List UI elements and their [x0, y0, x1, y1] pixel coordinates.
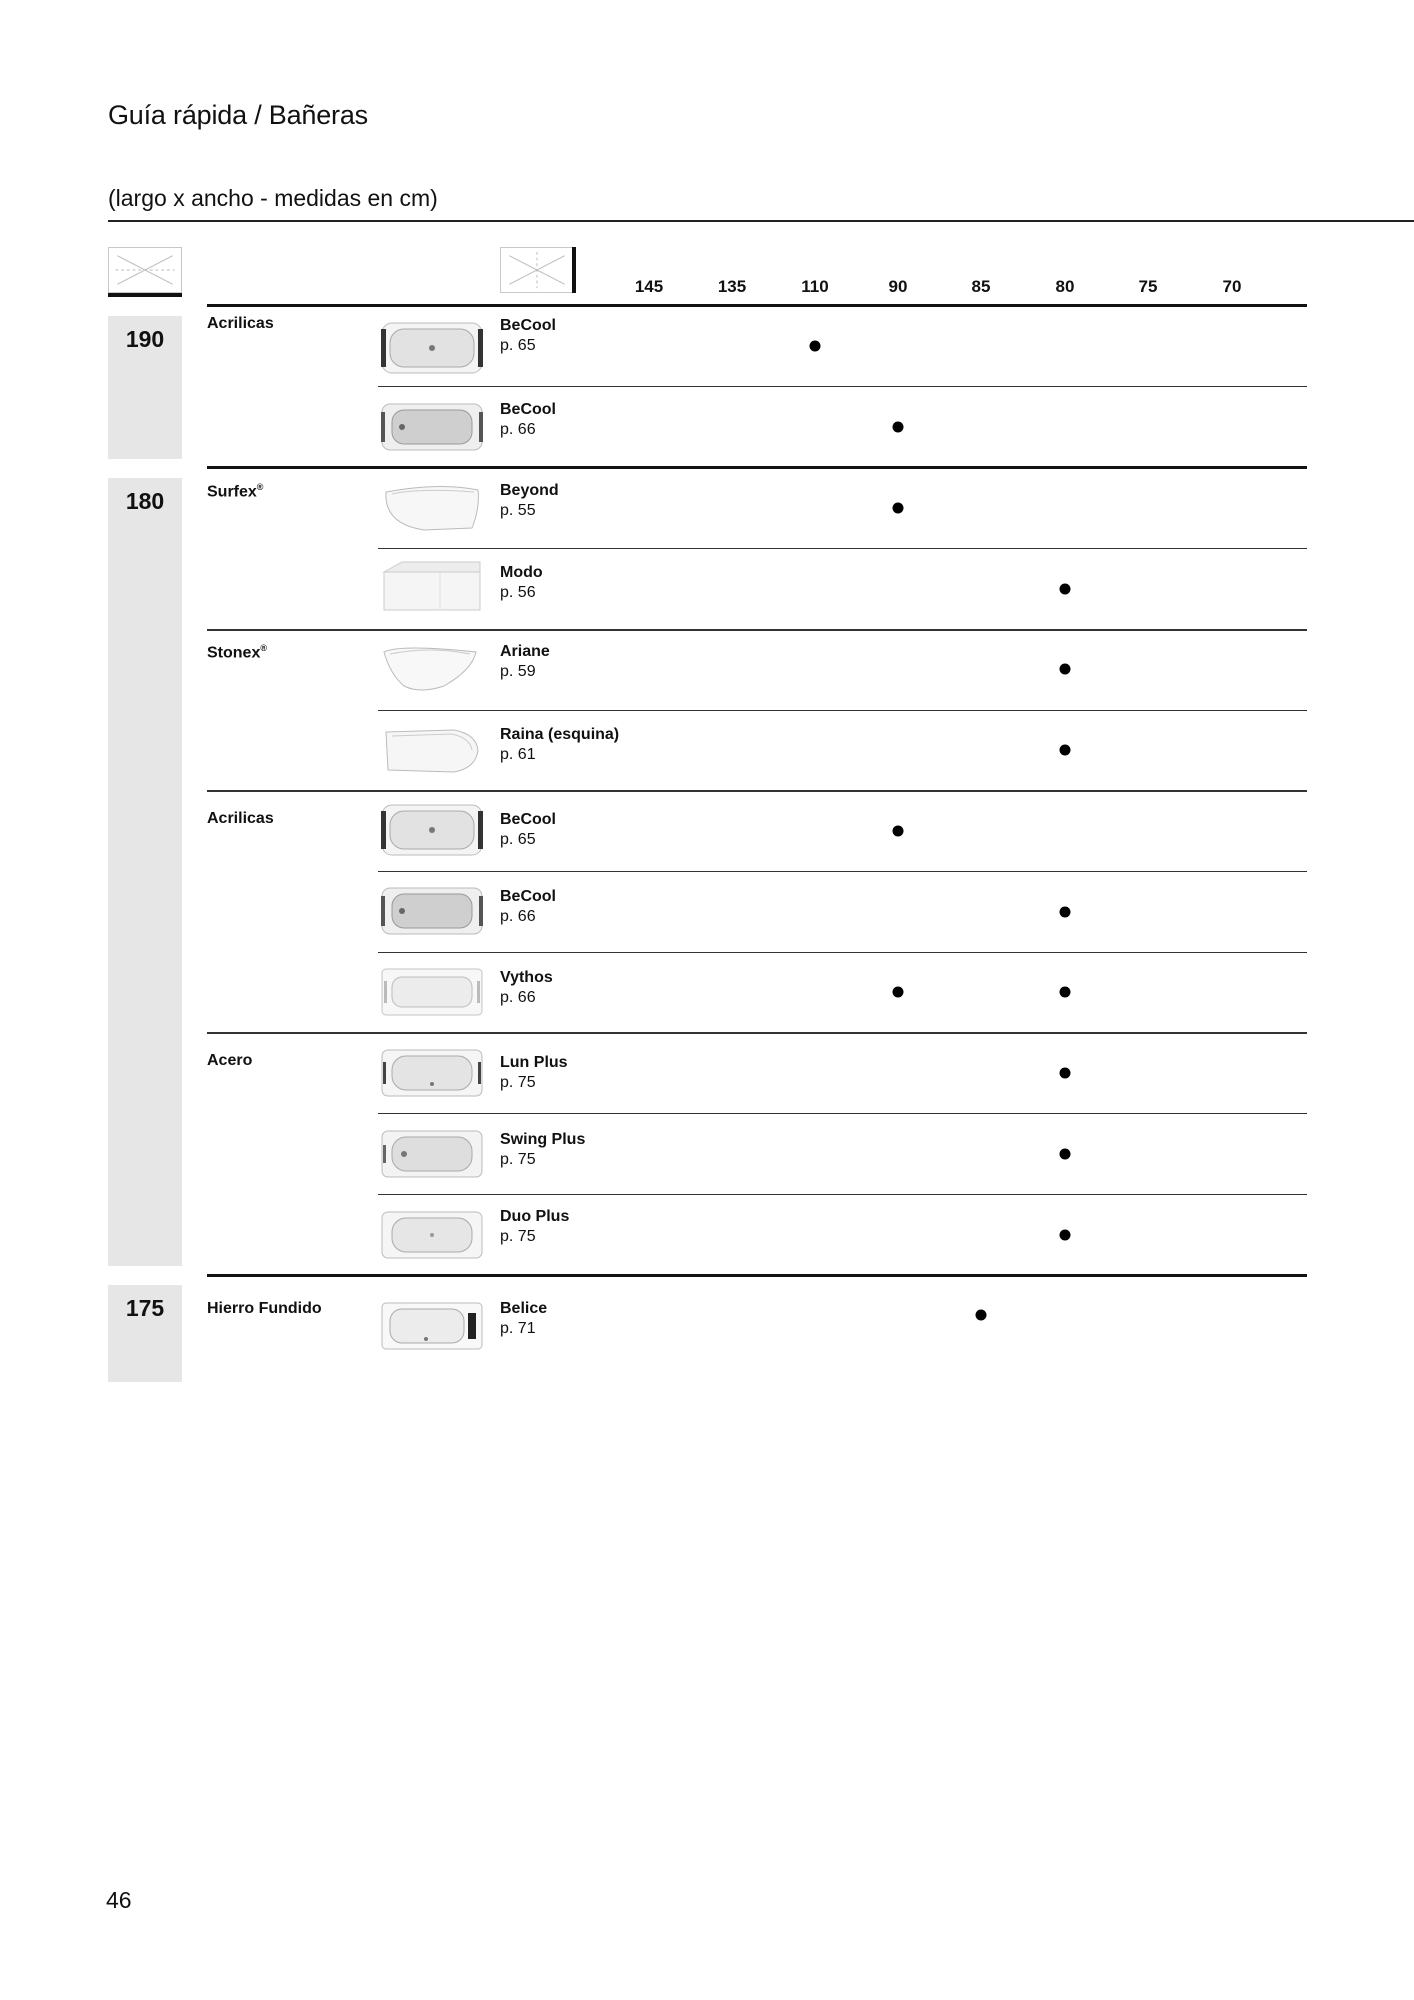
bathtub-thumbnail: [380, 319, 484, 377]
product-name: Swing Plus: [500, 1131, 586, 1148]
availability-dot: [976, 1310, 987, 1321]
length-group-rule: [207, 1274, 1307, 1277]
bathtub-thumbnail: [380, 398, 484, 456]
length-block-180: [108, 478, 182, 1266]
product-page-ref: p. 66: [500, 421, 536, 438]
row-separator: [378, 1194, 1307, 1195]
product-name: BeCool: [500, 317, 556, 334]
product-page-ref: p. 59: [500, 663, 536, 680]
material-group-rule: [207, 629, 1307, 631]
length-label-175: 175: [125, 1295, 165, 1321]
product-page-ref: p. 71: [500, 1320, 536, 1337]
bathtub-thumbnail: [380, 963, 484, 1021]
length-label-180: 180: [125, 488, 165, 514]
page-subtitle: (largo x ancho - medidas en cm): [108, 185, 438, 211]
row-separator: [378, 548, 1307, 549]
availability-dot: [1060, 1068, 1071, 1079]
product-name: Beyond: [500, 482, 559, 499]
product-page-ref: p. 61: [500, 746, 536, 763]
col-header-110: 110: [801, 277, 829, 296]
bathtub-thumbnail: [380, 882, 484, 940]
row-separator: [378, 952, 1307, 953]
product-name: Ariane: [500, 643, 550, 660]
col-header-80: 80: [1055, 277, 1075, 296]
col-header-70: 70: [1222, 277, 1242, 296]
bathtub-thumbnail: [380, 1044, 484, 1102]
col-header-145: 145: [634, 277, 664, 296]
availability-dot: [1060, 584, 1071, 595]
material-label-acrilicas: Acrilicas: [207, 315, 274, 332]
bathtub-thumbnail: [380, 640, 484, 698]
product-name: BeCool: [500, 811, 556, 828]
availability-dot: [810, 341, 821, 352]
col-header-135: 135: [717, 277, 747, 296]
availability-dot: [1060, 907, 1071, 918]
availability-dot: [893, 503, 904, 514]
length-group-rule: [207, 466, 1307, 469]
availability-dot: [893, 826, 904, 837]
product-name: Lun Plus: [500, 1054, 568, 1071]
material-label-stonex: Stonex®: [207, 643, 267, 662]
width-icon-sidebar: [572, 247, 576, 293]
bathtub-thumbnail: [380, 1125, 484, 1183]
availability-dot: [1060, 1230, 1071, 1241]
availability-dot: [1060, 987, 1071, 998]
product-name: BeCool: [500, 888, 556, 905]
product-page-ref: p. 66: [500, 908, 536, 925]
bathtub-thumbnail: [380, 478, 484, 536]
product-page-ref: p. 65: [500, 831, 536, 848]
availability-dot: [893, 987, 904, 998]
bathtub-thumbnail: [380, 801, 484, 859]
product-page-ref: p. 66: [500, 989, 536, 1006]
product-name: BeCool: [500, 401, 556, 418]
page-title: Guía rápida / Bañeras: [108, 100, 368, 130]
row-separator: [378, 871, 1307, 872]
availability-dot: [893, 422, 904, 433]
length-label-190: 190: [125, 326, 165, 352]
material-label-surfex: Surfex®: [207, 482, 264, 501]
bathtub-thumbnail: [380, 1206, 484, 1264]
material-label-acero: Acero: [207, 1052, 253, 1069]
page-number: 46: [106, 1887, 132, 1913]
row-separator: [378, 710, 1307, 711]
row-separator: [378, 386, 1307, 387]
width-dimension-icon: [500, 247, 574, 293]
bathtub-thumbnail: [380, 1297, 484, 1355]
product-page-ref: p. 55: [500, 502, 536, 519]
material-label-hierro-fundido: Hierro Fundido: [207, 1300, 322, 1317]
length-dimension-icon: [108, 247, 182, 293]
product-name: Raina (esquina): [500, 726, 620, 743]
material-label-acrilicas: Acrilicas: [207, 810, 274, 827]
length-icon-underline: [108, 293, 182, 297]
product-name: Modo: [500, 564, 543, 581]
product-name: Vythos: [500, 969, 553, 986]
product-name: Belice: [500, 1300, 548, 1317]
col-header-85: 85: [971, 277, 991, 296]
product-page-ref: p. 56: [500, 584, 536, 601]
material-group-rule: [207, 1032, 1307, 1034]
header-rule: [108, 220, 1414, 222]
material-group-rule: [207, 790, 1307, 792]
availability-dot: [1060, 745, 1071, 756]
product-page-ref: p. 75: [500, 1074, 536, 1091]
product-page-ref: p. 75: [500, 1228, 536, 1245]
bathtub-thumbnail: [380, 558, 484, 616]
table-header-rule: [207, 304, 1307, 307]
availability-dot: [1060, 664, 1071, 675]
product-page-ref: p. 65: [500, 337, 536, 354]
row-separator: [378, 1113, 1307, 1114]
product-name: Duo Plus: [500, 1208, 570, 1225]
product-page-ref: p. 75: [500, 1151, 536, 1168]
availability-dot: [1060, 1149, 1071, 1160]
col-header-75: 75: [1138, 277, 1158, 296]
col-header-90: 90: [888, 277, 908, 296]
bathtub-thumbnail: [380, 720, 484, 778]
